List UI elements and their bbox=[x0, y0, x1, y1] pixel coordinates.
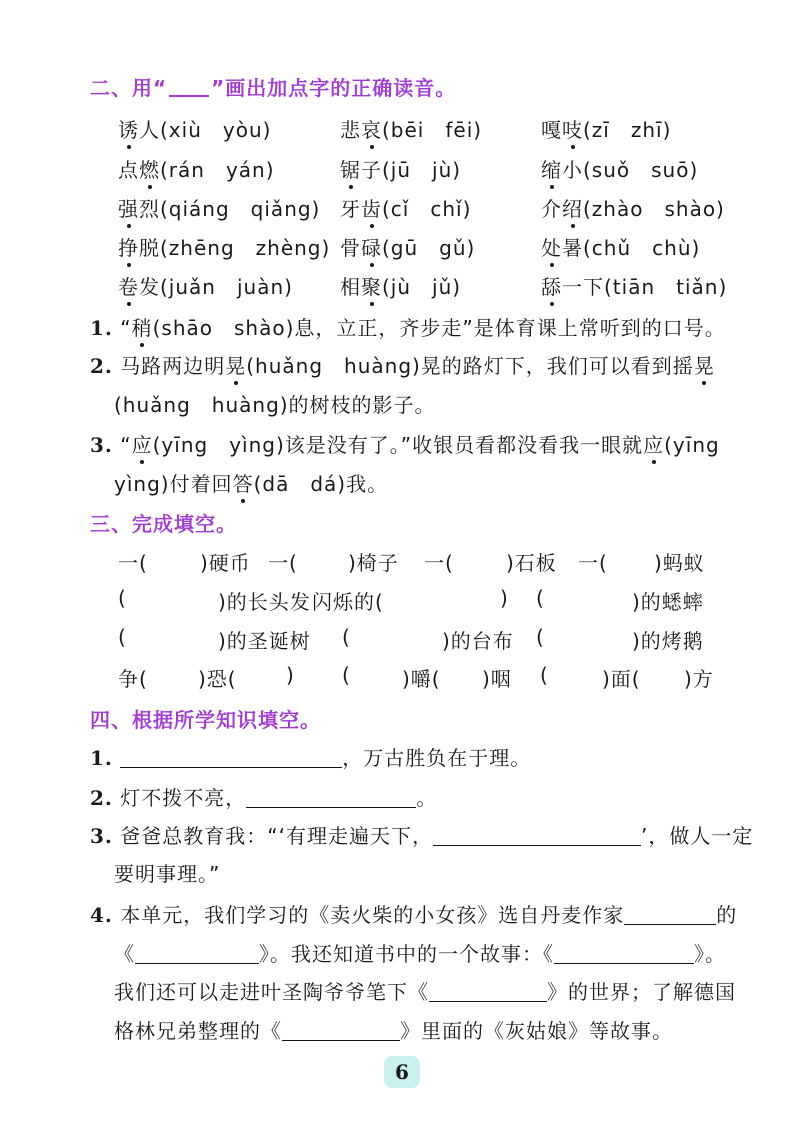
answer-blank-1[interactable] bbox=[120, 749, 342, 768]
sentence-3-l1-post: (yīng bbox=[664, 433, 720, 457]
pinyin-item-post: 脱(zhēng zhèng) bbox=[139, 236, 331, 260]
fill-blank-segment: ( bbox=[118, 586, 127, 610]
sentence-2-dotted-char-2: 晃 bbox=[694, 350, 715, 379]
pinyin-item[interactable] bbox=[340, 193, 471, 222]
question-4-line-2 bbox=[114, 938, 726, 967]
sentence-3-number: 3. bbox=[90, 433, 113, 457]
sentence-1-post: (shāo shào)息，立正，齐步走”是体育课上常听到的口号。 bbox=[152, 316, 726, 340]
pinyin-item-post: 烈(qiáng qiǎng) bbox=[139, 197, 321, 221]
pinyin-item-pre: 嘎 bbox=[541, 118, 562, 142]
question-4-l3-b: 》的世界；了解德国 bbox=[547, 980, 736, 1004]
fill-blank-segment: 闪烁的( bbox=[312, 590, 384, 614]
pinyin-item[interactable] bbox=[541, 154, 698, 183]
pinyin-item-pre: 相 bbox=[340, 275, 361, 299]
sentence-3-line-2 bbox=[114, 468, 388, 497]
fill-blank-segment: ( bbox=[540, 663, 549, 687]
fill-blank-segment: ) bbox=[286, 663, 295, 687]
pinyin-item-post: (zhào shào) bbox=[583, 197, 725, 221]
section2-heading-post: ”画出加点字的正确读音。 bbox=[211, 76, 457, 100]
fill-blank-segment: )恐( bbox=[198, 667, 237, 691]
fill-blank-segment: 争( bbox=[118, 667, 148, 691]
fill-blank-segment: ( bbox=[118, 625, 127, 649]
fill-blank-segment: )蚂蚁 bbox=[654, 551, 705, 575]
pinyin-item-post: (bēi fēi) bbox=[382, 118, 483, 142]
pinyin-item-pre: 介 bbox=[541, 197, 562, 221]
pinyin-item[interactable] bbox=[118, 154, 275, 183]
question-4-l4-b: 》里面的《灰姑娘》等故事。 bbox=[400, 1019, 673, 1043]
pinyin-item[interactable] bbox=[541, 232, 700, 261]
section2-heading bbox=[90, 72, 456, 101]
fill-blank-segment: 一( bbox=[578, 551, 608, 575]
question-4-number: 4. bbox=[90, 903, 113, 927]
fill-blank-segment: )的圣诞树 bbox=[218, 629, 311, 653]
pinyin-item[interactable] bbox=[340, 271, 461, 300]
pinyin-item-post: 发(juǎn juàn) bbox=[139, 275, 293, 299]
question-4-l1-pre: 本单元，我们学习的《卖火柴的小女孩》选自丹麦作家 bbox=[120, 903, 625, 927]
pinyin-item-post: 小(suǒ suō) bbox=[562, 158, 699, 182]
pinyin-item-dotted-char: 诱 bbox=[118, 114, 139, 143]
page-number-badge bbox=[384, 1056, 420, 1088]
pinyin-item-dotted-char: 齿 bbox=[361, 193, 382, 222]
pinyin-item-pre: 骨 bbox=[340, 236, 361, 260]
question-3-pre: 爸爸总教育我：“‘有理走遍天下， bbox=[120, 824, 433, 848]
sentence-3-l2-post: (dā dá)我。 bbox=[253, 472, 389, 496]
section2-heading-pre: 二、用“ bbox=[90, 76, 168, 100]
question-2 bbox=[90, 782, 437, 811]
question-4-l2-b: 》。我还知道书中的一个故事：《 bbox=[259, 942, 554, 966]
pinyin-item-post: 暑(chǔ chù) bbox=[562, 236, 701, 260]
fill-blank-segment: )嚼( bbox=[402, 667, 441, 691]
question-4-l3-a: 我们还可以走进叶圣陶爷爷笔下《 bbox=[114, 980, 429, 1004]
sentence-2-dotted-char-1: 晃 bbox=[225, 350, 246, 379]
fill-blank-segment: )的长头发 bbox=[218, 590, 311, 614]
sentence-2-line-2: (huǎng huàng)的树枝的影子。 bbox=[114, 393, 436, 417]
fill-blank-segment: ( bbox=[536, 586, 545, 610]
pinyin-item-pre: 点 bbox=[118, 158, 139, 182]
fill-blank-segment: )的台布 bbox=[442, 629, 514, 653]
pinyin-item-dotted-char: 绍 bbox=[562, 193, 583, 222]
pinyin-item-post: (gū gǔ) bbox=[382, 236, 476, 260]
pinyin-item-post: (zī zhī) bbox=[583, 118, 672, 142]
fill-blank-segment: )硬币 bbox=[200, 551, 251, 575]
pinyin-item-pre: 悲 bbox=[340, 118, 361, 142]
fill-blank-segment: )咽 bbox=[482, 667, 512, 691]
fill-blank-segment: ( bbox=[342, 625, 351, 649]
pinyin-item-dotted-char: 哀 bbox=[361, 114, 382, 143]
fill-blank-segment: )面( bbox=[602, 667, 641, 691]
sentence-3-line-1 bbox=[90, 429, 720, 458]
answer-blank-4a[interactable] bbox=[624, 906, 716, 925]
sentence-3-l1-pre: “ bbox=[120, 433, 132, 457]
question-3-line-1 bbox=[90, 820, 753, 849]
fill-blank-segment: ) bbox=[500, 586, 509, 610]
question-2-post: 。 bbox=[416, 786, 438, 810]
pinyin-item[interactable] bbox=[541, 193, 725, 222]
question-4-l4-a: 格林兄弟整理的《 bbox=[114, 1019, 282, 1043]
question-2-pre: 灯不拨不亮， bbox=[120, 786, 247, 810]
pinyin-item-pre: 牙 bbox=[340, 197, 361, 221]
answer-blank-2[interactable] bbox=[246, 789, 416, 808]
answer-blank-4d[interactable] bbox=[429, 983, 547, 1002]
fill-blank-segment: )石板 bbox=[506, 551, 557, 575]
answer-blank-4b[interactable] bbox=[135, 945, 259, 964]
question-4-l1-post: 的 bbox=[716, 903, 738, 927]
sentence-1-pre: “ bbox=[120, 316, 132, 340]
pinyin-item[interactable] bbox=[118, 193, 320, 222]
sentence-2-l1-mid: (huǎng huàng)晃的路灯下，我们可以看到摇 bbox=[246, 354, 694, 378]
sentence-3-dotted-char-2: 应 bbox=[643, 429, 664, 458]
pinyin-item-dotted-char: 缩 bbox=[541, 154, 562, 183]
section3-heading: 三、完成填空。 bbox=[90, 512, 237, 536]
question-4-line-3 bbox=[114, 976, 736, 1005]
sentence-1 bbox=[90, 312, 726, 341]
sentence-3-l1-mid: (yīng yìng)该是没有了。”收银员看都没看我一眼就 bbox=[152, 433, 644, 457]
fill-blank-segment: ( bbox=[536, 625, 545, 649]
page-number: 6 bbox=[395, 1060, 409, 1084]
sentence-2-number: 2. bbox=[90, 354, 113, 378]
question-2-number: 2. bbox=[90, 786, 113, 810]
fill-blank-segment: 一( bbox=[424, 551, 454, 575]
pinyin-item-dotted-char: 燃 bbox=[139, 154, 160, 183]
fill-blank-segment: ( bbox=[342, 663, 351, 687]
pinyin-item[interactable] bbox=[118, 271, 293, 300]
question-1-text: ，万古胜负在于理。 bbox=[342, 746, 532, 770]
question-4-l2-a: 《 bbox=[114, 942, 135, 966]
sentence-3-dotted-char-3: 答 bbox=[233, 468, 254, 497]
pinyin-item-dotted-char: 卷 bbox=[118, 271, 139, 300]
pinyin-item-post: 人(xiù yòu) bbox=[139, 118, 272, 142]
pinyin-item-dotted-char: 强 bbox=[118, 193, 139, 222]
pinyin-item-post: (rán yán) bbox=[160, 158, 275, 182]
pinyin-item-post: (jù jǔ) bbox=[382, 275, 462, 299]
question-4-line-1 bbox=[90, 899, 737, 928]
fill-blank-segment: )的蟋蟀 bbox=[632, 590, 704, 614]
pinyin-item-dotted-char: 吱 bbox=[562, 114, 583, 143]
sentence-1-number: 1. bbox=[90, 316, 113, 340]
fill-blank-segment: 一( bbox=[118, 551, 148, 575]
pinyin-item-dotted-char: 舔 bbox=[541, 271, 562, 300]
pinyin-item[interactable] bbox=[118, 232, 330, 261]
answer-blank-4e[interactable] bbox=[282, 1022, 400, 1041]
fill-blank-segment: )椅子 bbox=[348, 551, 399, 575]
fill-blank-segment: )方 bbox=[684, 667, 714, 691]
pinyin-item-post: 子(jū jù) bbox=[361, 158, 462, 182]
answer-blank-4c[interactable] bbox=[554, 945, 694, 964]
pinyin-item-dotted-char: 锯 bbox=[340, 154, 361, 183]
section4-heading: 四、根据所学知识填空。 bbox=[90, 708, 321, 732]
sentence-2-l1-pre: 马路两边明 bbox=[120, 354, 226, 378]
sentence-3-l2-pre: yìng)付着回 bbox=[114, 472, 233, 496]
pinyin-item-dotted-char: 聚 bbox=[361, 271, 382, 300]
question-1 bbox=[90, 742, 531, 771]
pinyin-item[interactable] bbox=[118, 114, 271, 143]
pinyin-item-dotted-char: 处 bbox=[541, 232, 562, 261]
pinyin-item[interactable] bbox=[340, 154, 461, 183]
pinyin-item-post: (cǐ chǐ) bbox=[382, 197, 472, 221]
pinyin-item[interactable] bbox=[541, 271, 727, 300]
question-3-number: 3. bbox=[90, 824, 113, 848]
fill-blank-segment: )的烤鹅 bbox=[632, 629, 704, 653]
question-4-line-4 bbox=[114, 1015, 673, 1044]
answer-blank-3[interactable] bbox=[433, 827, 641, 846]
fill-blank-segment: 一( bbox=[268, 551, 298, 575]
pinyin-item[interactable] bbox=[340, 114, 482, 143]
heading-blank-line bbox=[169, 77, 209, 97]
pinyin-item-dotted-char: 碌 bbox=[361, 232, 382, 261]
pinyin-item[interactable] bbox=[541, 114, 671, 143]
pinyin-item[interactable] bbox=[340, 232, 475, 261]
sentence-1-dotted-char: 稍 bbox=[132, 312, 153, 341]
sentence-2-line-1 bbox=[90, 350, 715, 379]
question-1-number: 1. bbox=[90, 746, 113, 770]
question-3-line-2: 要明事理。” bbox=[114, 862, 221, 886]
sentence-3-dotted-char-1: 应 bbox=[132, 429, 153, 458]
pinyin-item-post: 一下(tiān tiǎn) bbox=[562, 275, 728, 299]
question-4-l2-c: 》。 bbox=[694, 942, 726, 966]
question-3-post: ’，做人一定 bbox=[640, 824, 754, 848]
pinyin-item-dotted-char: 挣 bbox=[118, 232, 139, 261]
